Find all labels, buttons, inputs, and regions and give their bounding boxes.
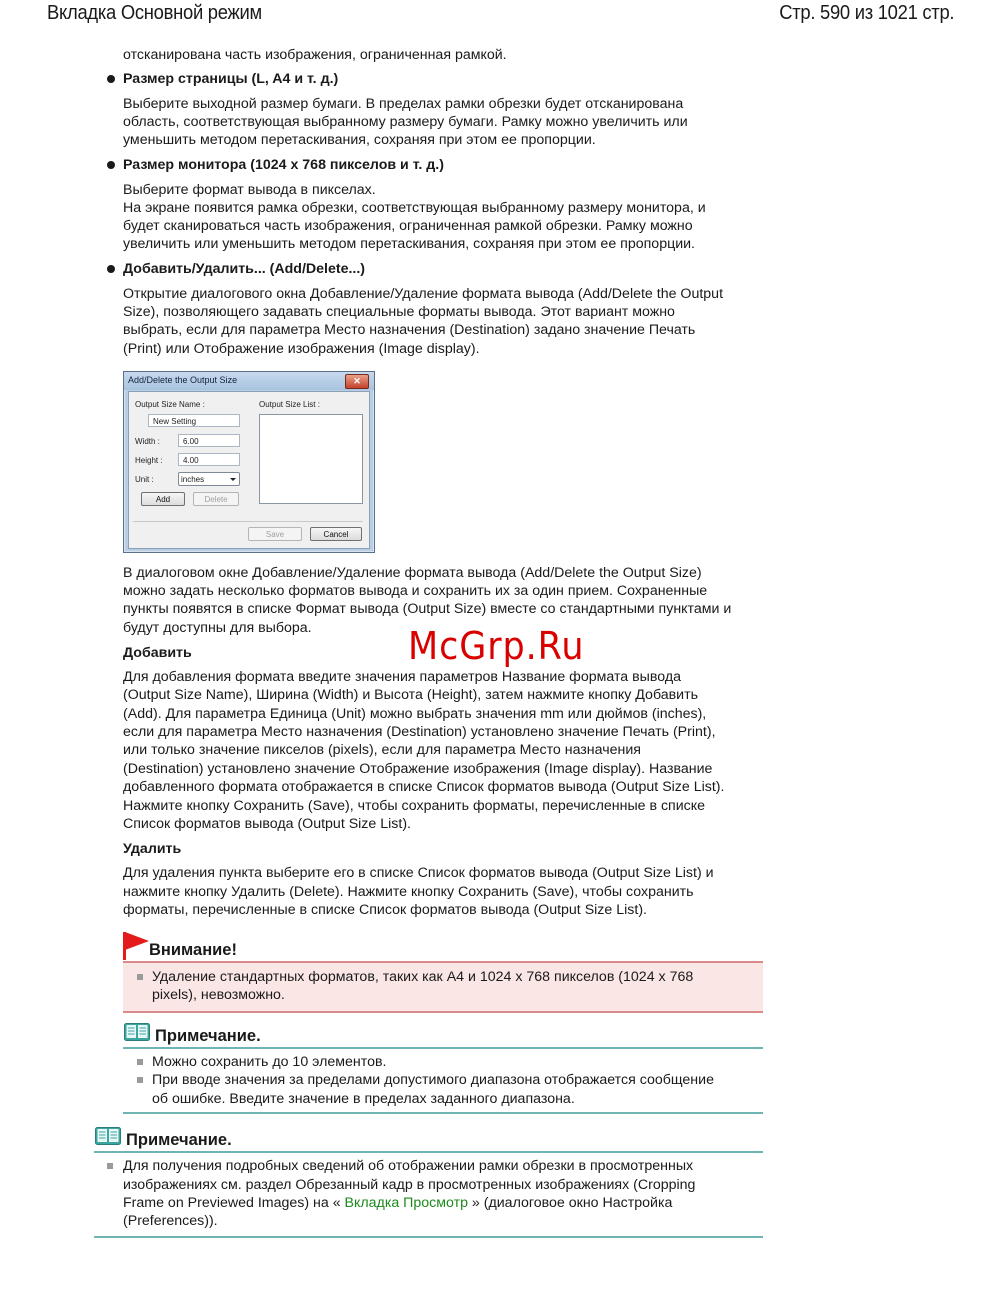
note-text-before-link: Frame on Previewed Images) на « (123, 1195, 341, 1211)
add-text-line: Нажмите кнопку Сохранить (Save), чтобы сохранить форматы, перечисленные в списке (123, 798, 705, 814)
watermark: McGrp.Ru (408, 624, 585, 668)
item-text-line: уменьшить методом перетаскивания, сохраняя при этом ее пропорции. (123, 132, 596, 148)
note-line: При вводе значения за пределами допустимого диапазона отображается сообщение (152, 1072, 714, 1088)
output-size-name-label: Output Size Name : (135, 400, 205, 409)
bullet-icon (107, 75, 115, 83)
item-title-add-delete: Добавить/Удалить... (Add/Delete...) (123, 261, 366, 277)
note-rule (123, 1047, 763, 1049)
add-text-line: (Add). Для параметра Единица (Unit) можно выбрать значения mm или дюймов (inches), (123, 706, 707, 722)
caution-text (152, 968, 752, 1005)
dialog-titlebar (124, 372, 374, 390)
add-text-line: Список форматов вывода (Output Size List). (123, 816, 411, 832)
chevron-down-icon (230, 478, 236, 481)
section-title: Вкладка Основной режим (47, 2, 262, 24)
item-title-page-size: Размер страницы (L, A4 и т. д.) (123, 71, 339, 87)
caution-line: pixels), невозможно. (152, 987, 285, 1004)
item-text-line: Открытие диалогового окна Добавление/Удаление формата вывода (Add/Delete the Output (123, 286, 724, 302)
width-input[interactable]: 6.00 (178, 434, 240, 447)
bullet-icon (107, 161, 115, 169)
delete-heading: Удалить (123, 841, 182, 857)
save-button[interactable]: Save (248, 527, 302, 541)
square-bullet-icon (137, 974, 143, 980)
add-text-line: или только значение пикселов (pixels), если для параметра Место назначения (123, 742, 641, 758)
note-text-after-link: » (диалоговое окно Настройка (471, 1195, 673, 1211)
note-line: Для получения подробных сведений об отображении рамки обрезки в просмотренных (123, 1158, 694, 1174)
note-line: изображениях см. раздел Обрезанный кадр в просмотренных изображениях (Cropping (123, 1177, 696, 1193)
item-text-line: область, соответствующая выбранному размеру бумаги. Рамку можно увеличить или (123, 114, 688, 130)
delete-text-line: Для удаления пункта выберите его в списке Список форматов вывода (Output Size List) и (123, 865, 714, 881)
cancel-button[interactable]: Cancel (310, 527, 362, 541)
add-button[interactable]: Add (141, 492, 185, 506)
item-text-line: На экране появится рамка обрезки, соответствующая выбранному размеру монитора, и (123, 200, 706, 216)
dialog-desc-line: пункты появятся в списке Формат вывода (Output Size) вместе со стандартными пунктами и (123, 601, 732, 617)
item-text-line: увеличить или уменьшить методом перетаскивания, сохраняя при этом ее пропорции. (123, 236, 696, 252)
note-line: об ошибке. Введите значение в пределах заданного диапазона. (152, 1091, 575, 1107)
add-heading: Добавить (123, 645, 192, 661)
item-text-line: Выберите формат вывода в пикселах. (123, 182, 376, 198)
note-line (123, 1194, 672, 1212)
note-line: (Preferences)). (123, 1213, 218, 1229)
preview-tab-link[interactable]: Вкладка Просмотр (344, 1195, 468, 1211)
intro-line: отсканирована часть изображения, ограниченная рамкой. (123, 47, 507, 63)
item-text-line: Выберите выходной размер бумаги. В пределах рамки обрезки будет отсканирована (123, 96, 684, 112)
close-icon[interactable]: ✕ (345, 374, 369, 389)
item-text-line: выбрать, если для параметра Место назначения (Destination) задано значение Печать (123, 322, 696, 338)
add-delete-output-size-dialog (123, 371, 375, 553)
add-text-line: (Output Size Name), Ширина (Width) и Высота (Height), затем нажмите кнопку Добавить (123, 687, 698, 703)
width-label: Width : (135, 437, 160, 446)
note-rule (94, 1151, 763, 1153)
output-size-name-input[interactable]: New Setting (148, 414, 240, 427)
dialog-separator (133, 521, 363, 522)
book-icon (95, 1127, 121, 1145)
bullet-icon (107, 265, 115, 273)
add-text-line: (Destination) установлено значение Отображение изображения (Image display). Название (123, 761, 713, 777)
dialog-desc-line: В диалоговом окне Добавление/Удаление формата вывода (Add/Delete the Output Size) (123, 565, 702, 581)
square-bullet-icon (137, 1077, 143, 1083)
flag-icon-triangle (125, 932, 149, 950)
square-bullet-icon (107, 1163, 113, 1169)
caution-line: Удаление стандартных форматов, таких как A4 и 1024 x 768 пикселов (1024 x 768 (152, 969, 694, 985)
output-size-list-label: Output Size List : (259, 400, 320, 409)
add-text-line: если для параметра Место назначения (Destination) установлено значение Печать (Print), (123, 724, 716, 740)
delete-button[interactable]: Delete (193, 492, 239, 506)
add-text-line: добавленного формата отображается в списке Список форматов вывода (Output Size List). (123, 779, 725, 795)
item-title-monitor-size: Размер монитора (1024 x 768 пикселов и т. д.) (123, 157, 444, 173)
add-text-line: Для добавления формата введите значения параметров Название формата вывода (123, 669, 681, 685)
delete-text-line: форматы, перечисленные в списке Список форматов вывода (Output Size List). (123, 902, 647, 918)
item-text-line: (Print) или Отображение изображения (Image display). (123, 341, 480, 357)
book-icon (124, 1023, 150, 1041)
dialog-title: Add/Delete the Output Size (128, 375, 238, 385)
square-bullet-icon (137, 1059, 143, 1065)
dialog-body (128, 391, 370, 549)
note-title: Примечание. (126, 1131, 232, 1149)
output-size-list[interactable] (259, 414, 363, 504)
item-text-line: будет сканироваться часть изображения, ограниченная рамкой обрезки. Рамку можно (123, 218, 693, 234)
note-line: Можно сохранить до 10 элементов. (152, 1054, 387, 1070)
dialog-desc-line: можно задать несколько форматов вывода и сохранить их за один прием. Сохраненные (123, 583, 708, 599)
note-rule (123, 1112, 763, 1114)
delete-text-line: нажмите кнопку Удалить (Delete). Нажмите кнопку Сохранить (Save), чтобы сохранить (123, 884, 694, 900)
unit-label: Unit : (135, 475, 154, 484)
height-label: Height : (135, 456, 163, 465)
item-text-line: Size), позволяющего задавать специальные форматы вывода. Этот вариант можно (123, 304, 675, 320)
height-input[interactable]: 4.00 (178, 453, 240, 466)
note-rule (94, 1236, 763, 1238)
unit-select-value: inches (181, 475, 205, 484)
caution-title: Внимание! (149, 941, 237, 959)
page-info: Стр. 590 из 1021 стр. (778, 2, 954, 24)
note-title: Примечание. (155, 1027, 261, 1045)
dialog-desc-line: будут доступны для выбора. (123, 620, 312, 636)
unit-select[interactable] (178, 472, 240, 486)
